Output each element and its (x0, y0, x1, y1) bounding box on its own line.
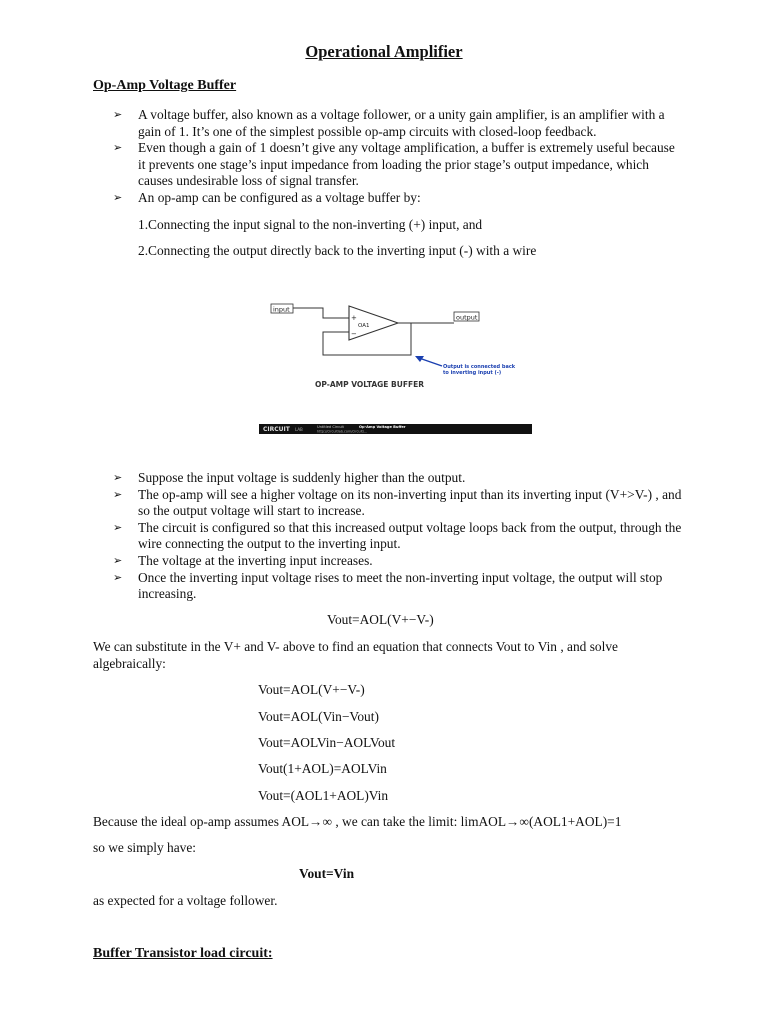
bullet-text: Once the inverting input voltage rises to meet the non-inverting input voltage, the output will stop increasing. (138, 569, 663, 602)
bullet-text: The op-amp will see a higher voltage on its non-inverting input than its inverting input (V+>V-) , and so the output voltage will start to increase. (138, 486, 682, 519)
annotation-line-1: Output is connected back (443, 364, 516, 370)
annotation-line-2: to inverting input (-) (443, 370, 502, 376)
equation-line: Vout=AOL(V+−V-) (258, 682, 365, 697)
arrow-bullet-icon: ➢ (113, 471, 123, 484)
arrow-bullet-icon: ➢ (113, 553, 123, 567)
arrow-bullet-icon: ➢ (113, 108, 123, 121)
intro-bullet-list (113, 107, 683, 207)
circuitlab-logo: CIRCUIT (263, 426, 290, 433)
output-label: output (456, 313, 478, 322)
arrow-bullet-icon: ➢ (113, 520, 123, 534)
footer-text-b: Op-Amp Voltage Buffer (359, 425, 406, 429)
circuitlab-logo-sub: LAB (295, 427, 303, 432)
bullet-text: Even though a gain of 1 doesn’t give any voltage amplification, a buffer is extremely useful because it prevents one stage’s input impedance from loading the prior stage’s output impedance, which causes undesirable loss of signal transfer. (138, 140, 675, 189)
section-heading-transistor-load: Buffer Transistor load circuit: (93, 946, 273, 961)
arrow-bullet-icon: ➢ (113, 487, 123, 501)
footer-url: http://circuitlab.com/circuit/... (317, 429, 368, 434)
list-item (113, 190, 683, 207)
page-title: Operational Amplifier (305, 42, 463, 61)
bullet-text: Suppose the input voltage is suddenly higher than the output. (138, 470, 466, 485)
opamp-buffer-figure (259, 272, 532, 434)
substitute-paragraph: We can substitute in the V+ and V- above to find an equation that connects Vout to Vin , and solve algebraically: (93, 639, 618, 671)
bullet-text: The circuit is configured so that this increased output voltage loops back from the output, through the wire connecting the output to the inverting input. (138, 519, 682, 552)
so-we-have-text: so we simply have: (93, 840, 197, 855)
centered-equation: Vout=AOL(V+−V-) (327, 612, 434, 627)
arrow-bullet-icon: ➢ (113, 190, 123, 204)
equation-line: Vout=AOL(Vin−Vout) (258, 709, 379, 724)
bullet-text: A voltage buffer, also known as a voltage follower, or a unity gain amplifier, is an amplifier with a gain of 1. It’s one of the simplest possible op-amp circuits with closed-loop feedback. (138, 107, 665, 139)
list-item (113, 570, 683, 603)
list-item (113, 520, 683, 553)
list-item (113, 553, 683, 570)
bullet-text: The voltage at the inverting input increases. (138, 552, 373, 568)
equation-line: Vout=(AOL1+AOL)Vin (258, 788, 389, 803)
footer-text-a: Untitled Circuit (317, 425, 344, 429)
result-equation: Vout=Vin (299, 866, 355, 881)
figure-caption: OP-AMP VOLTAGE BUFFER (315, 380, 424, 389)
list-item (113, 487, 683, 520)
limit-paragraph: Because the ideal op-amp assumes AOL→∞ , we can take the limit: limAOL→∞(AOL1+AOL)=1 (93, 814, 622, 829)
conclusion-text: as expected for a voltage follower. (93, 893, 278, 908)
list-item (113, 140, 683, 190)
list-item (113, 470, 683, 487)
config-step-2: 2.Connecting the output directly back to the inverting input (-) with a wire (138, 243, 537, 258)
plus-sign: + (351, 314, 357, 322)
equation-line: Vout=AOLVin−AOLVout (258, 735, 396, 750)
behavior-bullet-list (113, 470, 683, 603)
section-heading-voltage-buffer: Op-Amp Voltage Buffer (93, 78, 237, 93)
opamp-label: OA1 (358, 323, 370, 329)
input-label: input (273, 305, 290, 314)
bullet-text: An op-amp can be configured as a voltage buffer by: (138, 189, 421, 205)
arrow-bullet-icon: ➢ (113, 570, 123, 584)
minus-sign: − (351, 330, 357, 338)
list-item (113, 107, 683, 140)
config-step-1: 1.Connecting the input signal to the non-inverting (+) input, and (138, 217, 483, 232)
arrow-bullet-icon: ➢ (113, 141, 123, 155)
opamp-buffer-schematic (259, 272, 532, 434)
equation-line: Vout(1+AOL)=AOLVin (258, 761, 387, 776)
